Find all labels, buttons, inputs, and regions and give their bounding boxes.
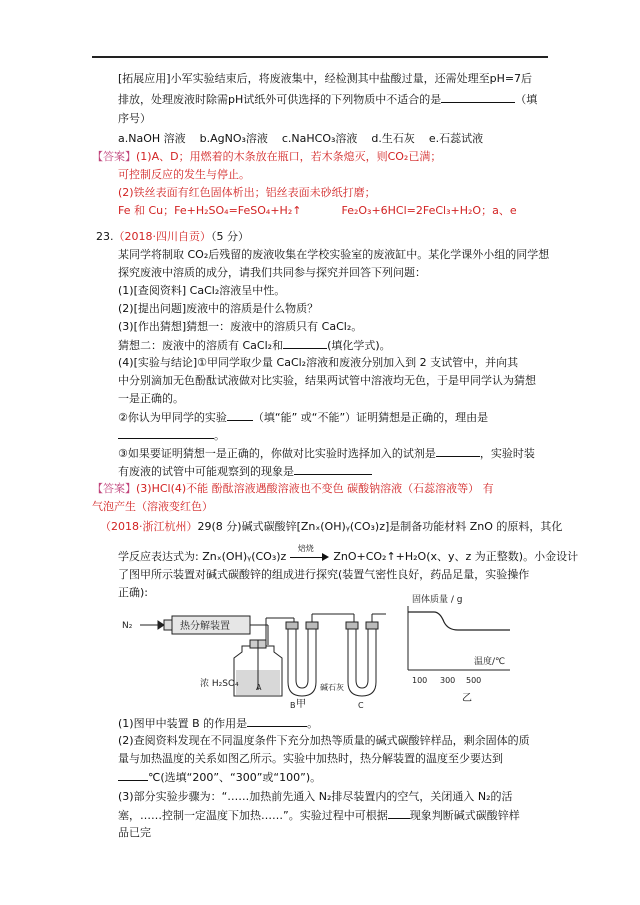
answer-blank xyxy=(118,426,214,439)
q23-line-5: (3)[作出猜想]猜想一：废液中的溶质只有 CaCl₂。 xyxy=(118,320,363,333)
lime-label: 碱石灰 xyxy=(320,683,344,692)
label-a: A xyxy=(256,683,262,692)
q23-line-11-tail: 。 xyxy=(214,429,225,442)
q29-q3-line-3: 品已完 xyxy=(118,826,151,839)
q29-q1-text: (1)图甲中装置 B 的作用是 xyxy=(118,717,248,730)
tick-500: 500 xyxy=(466,676,482,685)
q29-q3-line-2 xyxy=(118,806,520,825)
answer-tag: 【答案】 xyxy=(92,150,136,163)
q23-line-13 xyxy=(118,462,372,481)
question-number: 23. xyxy=(96,230,114,243)
q23-answer-1 xyxy=(92,480,494,498)
question-points: （5 分） xyxy=(211,230,249,243)
q23-line-9: 一是正确的。 xyxy=(118,392,184,405)
q29-line-1 xyxy=(100,518,562,536)
mass-curve xyxy=(408,612,510,630)
answer-blank xyxy=(118,768,148,781)
question-source: （2018·浙江杭州） xyxy=(100,520,198,533)
answer-text: (1)A、D；用燃着的木条放在瓶口，若木条熄灭，则CO₂已满； xyxy=(136,150,442,163)
arrow-condition: 焙烧 xyxy=(297,544,314,553)
label-b: B xyxy=(290,701,296,710)
answer-equation-2: Fe₂O₃+6HCl=2FeCl₃+H₂O；a、e xyxy=(341,204,517,217)
graph-y-label: 固体质量 / g xyxy=(412,595,463,605)
answer-blank xyxy=(441,90,515,103)
q29-q2-line-3-text: ℃(选填“200”、“300”或“100”)。 xyxy=(148,771,322,784)
tick-100: 100 xyxy=(412,676,428,685)
q23-line-4: (2)[提出问题]废液中的溶质是什么物质？ xyxy=(118,302,319,315)
s1-answer-1 xyxy=(92,148,441,166)
acid-label: 浓 H₂SO₄ xyxy=(200,679,239,689)
answer-text: (3)HCl(4)不能 酚酞溶液遇酸溶液也不变色 碳酸钠溶液（石蕊溶液等） 有 xyxy=(136,482,494,495)
s1-line-3: 序号） xyxy=(118,112,151,125)
s1-options: a.NaOH 溶液 b.AgNO₃溶液 c.NaHCO₃溶液 d.生石灰 e.石蕊试液 xyxy=(118,132,484,145)
formula-right: ZnO+CO₂↑+H₂O(x、y、z 为正整数)。小金设计 xyxy=(333,550,579,563)
u-tube-b xyxy=(288,628,316,696)
answer-blank xyxy=(227,408,253,421)
q29-q3-line-1: (3)部分实验步骤为：“……加热前先通入 N₂排尽装置内的空气，关闭通入 N₂的活 xyxy=(118,790,513,803)
graph-x-label: 温度/℃ xyxy=(474,657,506,667)
s1-line-2-text: 排放，处理废液时除需pH试纸外可供选择的下列物质中不适合的是 xyxy=(118,93,442,106)
q23-line-10-tail: （填“能” 或“不能”）证明猜想是正确的，理由是 xyxy=(252,411,489,424)
inlet-valve xyxy=(164,620,172,630)
s1-answer-3: (2)铁丝表面有红色固体析出；铝丝表面未砂纸打磨； xyxy=(118,186,376,199)
s1-line-2 xyxy=(118,90,537,109)
header-rule xyxy=(92,56,548,58)
q23-answer-2: 气泡产生（溶液变红色） xyxy=(92,500,213,513)
q23-line-12 xyxy=(118,444,535,463)
q23-line-11 xyxy=(118,426,225,445)
apparatus-figure xyxy=(118,590,518,710)
n2-label: N₂ xyxy=(122,621,133,631)
q29-q2-line-1: (2)查阅资料发现在不同温度条件下充分加热等质量的碱式碳酸锌样品，剩余固体的质 xyxy=(118,734,530,747)
q23-line-10-text: ②你认为甲同学的实验 xyxy=(118,411,227,424)
thermal-device-label: 热分解装置 xyxy=(180,621,230,632)
q23-line-12-tail: ，实验时装 xyxy=(479,447,535,460)
answer-blank xyxy=(294,462,372,475)
q29-q1-tail: 。 xyxy=(307,717,319,730)
formula-left: 学反应表达式为: Znₓ(OH)ᵧ(CO₃)z xyxy=(118,550,287,563)
q23-line-2: 探究废液中溶质的成分，请我们共同参与探究并回答下列问题： xyxy=(118,266,426,279)
s1-line-1: [拓展应用]小军实验结束后，将废液集中，经检测其中盐酸过量，还需处理至pH=7后 xyxy=(118,72,533,85)
q23-line-3: (1)[查阅资料] CaCl₂溶液呈中性。 xyxy=(118,284,286,297)
figure-caption-jia: 甲 xyxy=(296,699,306,710)
q23-line-6-text: 猜想二：废液中的溶质有 CaCl₂和 xyxy=(118,339,284,352)
q29-line-1-text: 29(8 分)碱式碳酸锌[Znₓ(OH)ᵧ(CO₃)z]是制备功能材料 ZnO 的原料，其化 xyxy=(197,520,563,533)
question-source: （2018·四川自贡） xyxy=(113,230,211,243)
inlet-arrow xyxy=(158,621,164,629)
s1-answer-2: 可控制反应的发生与停止。 xyxy=(118,168,250,181)
q23-line-12-text: ③如果要证明猜想一是正确的，你做对比实验时选择加入的试剂是 xyxy=(118,447,436,460)
q23-header xyxy=(96,228,249,246)
answer-blank xyxy=(283,336,327,349)
q29-q3-line-2-tail: 现象判断碱式碳酸锌样 xyxy=(409,809,520,822)
tick-300: 300 xyxy=(440,676,456,685)
q23-line-8: 中分别滴加无色酚酞试液做对比实验，结果两试管中溶液均无色，于是甲同学认为猜想 xyxy=(118,374,536,387)
figure-caption-yi: 乙 xyxy=(462,693,472,704)
s1-answer-4 xyxy=(118,202,517,220)
answer-blank xyxy=(436,444,480,457)
answer-equation-1: Fe 和 Cu；Fe+H₂SO₄=FeSO₄+H₂↑ xyxy=(118,204,302,217)
q23-line-10 xyxy=(118,408,488,427)
q29-q2-line-3 xyxy=(118,768,321,787)
q23-line-7: (4)[实验与结论]①甲同学取少量 CaCl₂溶液和废液分别加入到 2 支试管中，并向其 xyxy=(118,356,519,369)
reaction-arrow xyxy=(290,544,330,563)
q29-line-4: 正确): xyxy=(118,586,148,599)
q29-line-2 xyxy=(118,544,579,566)
label-c: C xyxy=(358,701,364,710)
q23-line-1: 某同学将制取 CO₂后残留的废液收集在学校实验室的废液缸中。某化学课外小组的同学想 xyxy=(118,248,550,261)
q23-line-13-text: 有废液的试管中可能观察到的现象是 xyxy=(118,465,294,478)
answer-blank xyxy=(388,806,410,819)
q29-q3-line-2-text: 塞，……控制一定温度下加热……”。实验过程中可根据 xyxy=(118,809,388,822)
q29-line-3: 了图甲所示装置对碱式碳酸锌的组成进行探究(装置气密性良好，药品足量，实验操作 xyxy=(118,568,530,581)
s1-line-2-tail: （填 xyxy=(515,93,538,106)
q29-q2-line-2: 量与加热温度的关系如图乙所示。实验中加热时，热分解装置的温度至少要达到 xyxy=(118,752,503,765)
q23-line-6 xyxy=(118,336,391,355)
u-tube-c xyxy=(348,628,376,696)
q29-q1 xyxy=(118,714,318,733)
q23-line-6-tail: (填化学式)。 xyxy=(327,339,391,352)
answer-tag: 【答案】 xyxy=(92,482,136,495)
answer-blank xyxy=(247,714,307,727)
